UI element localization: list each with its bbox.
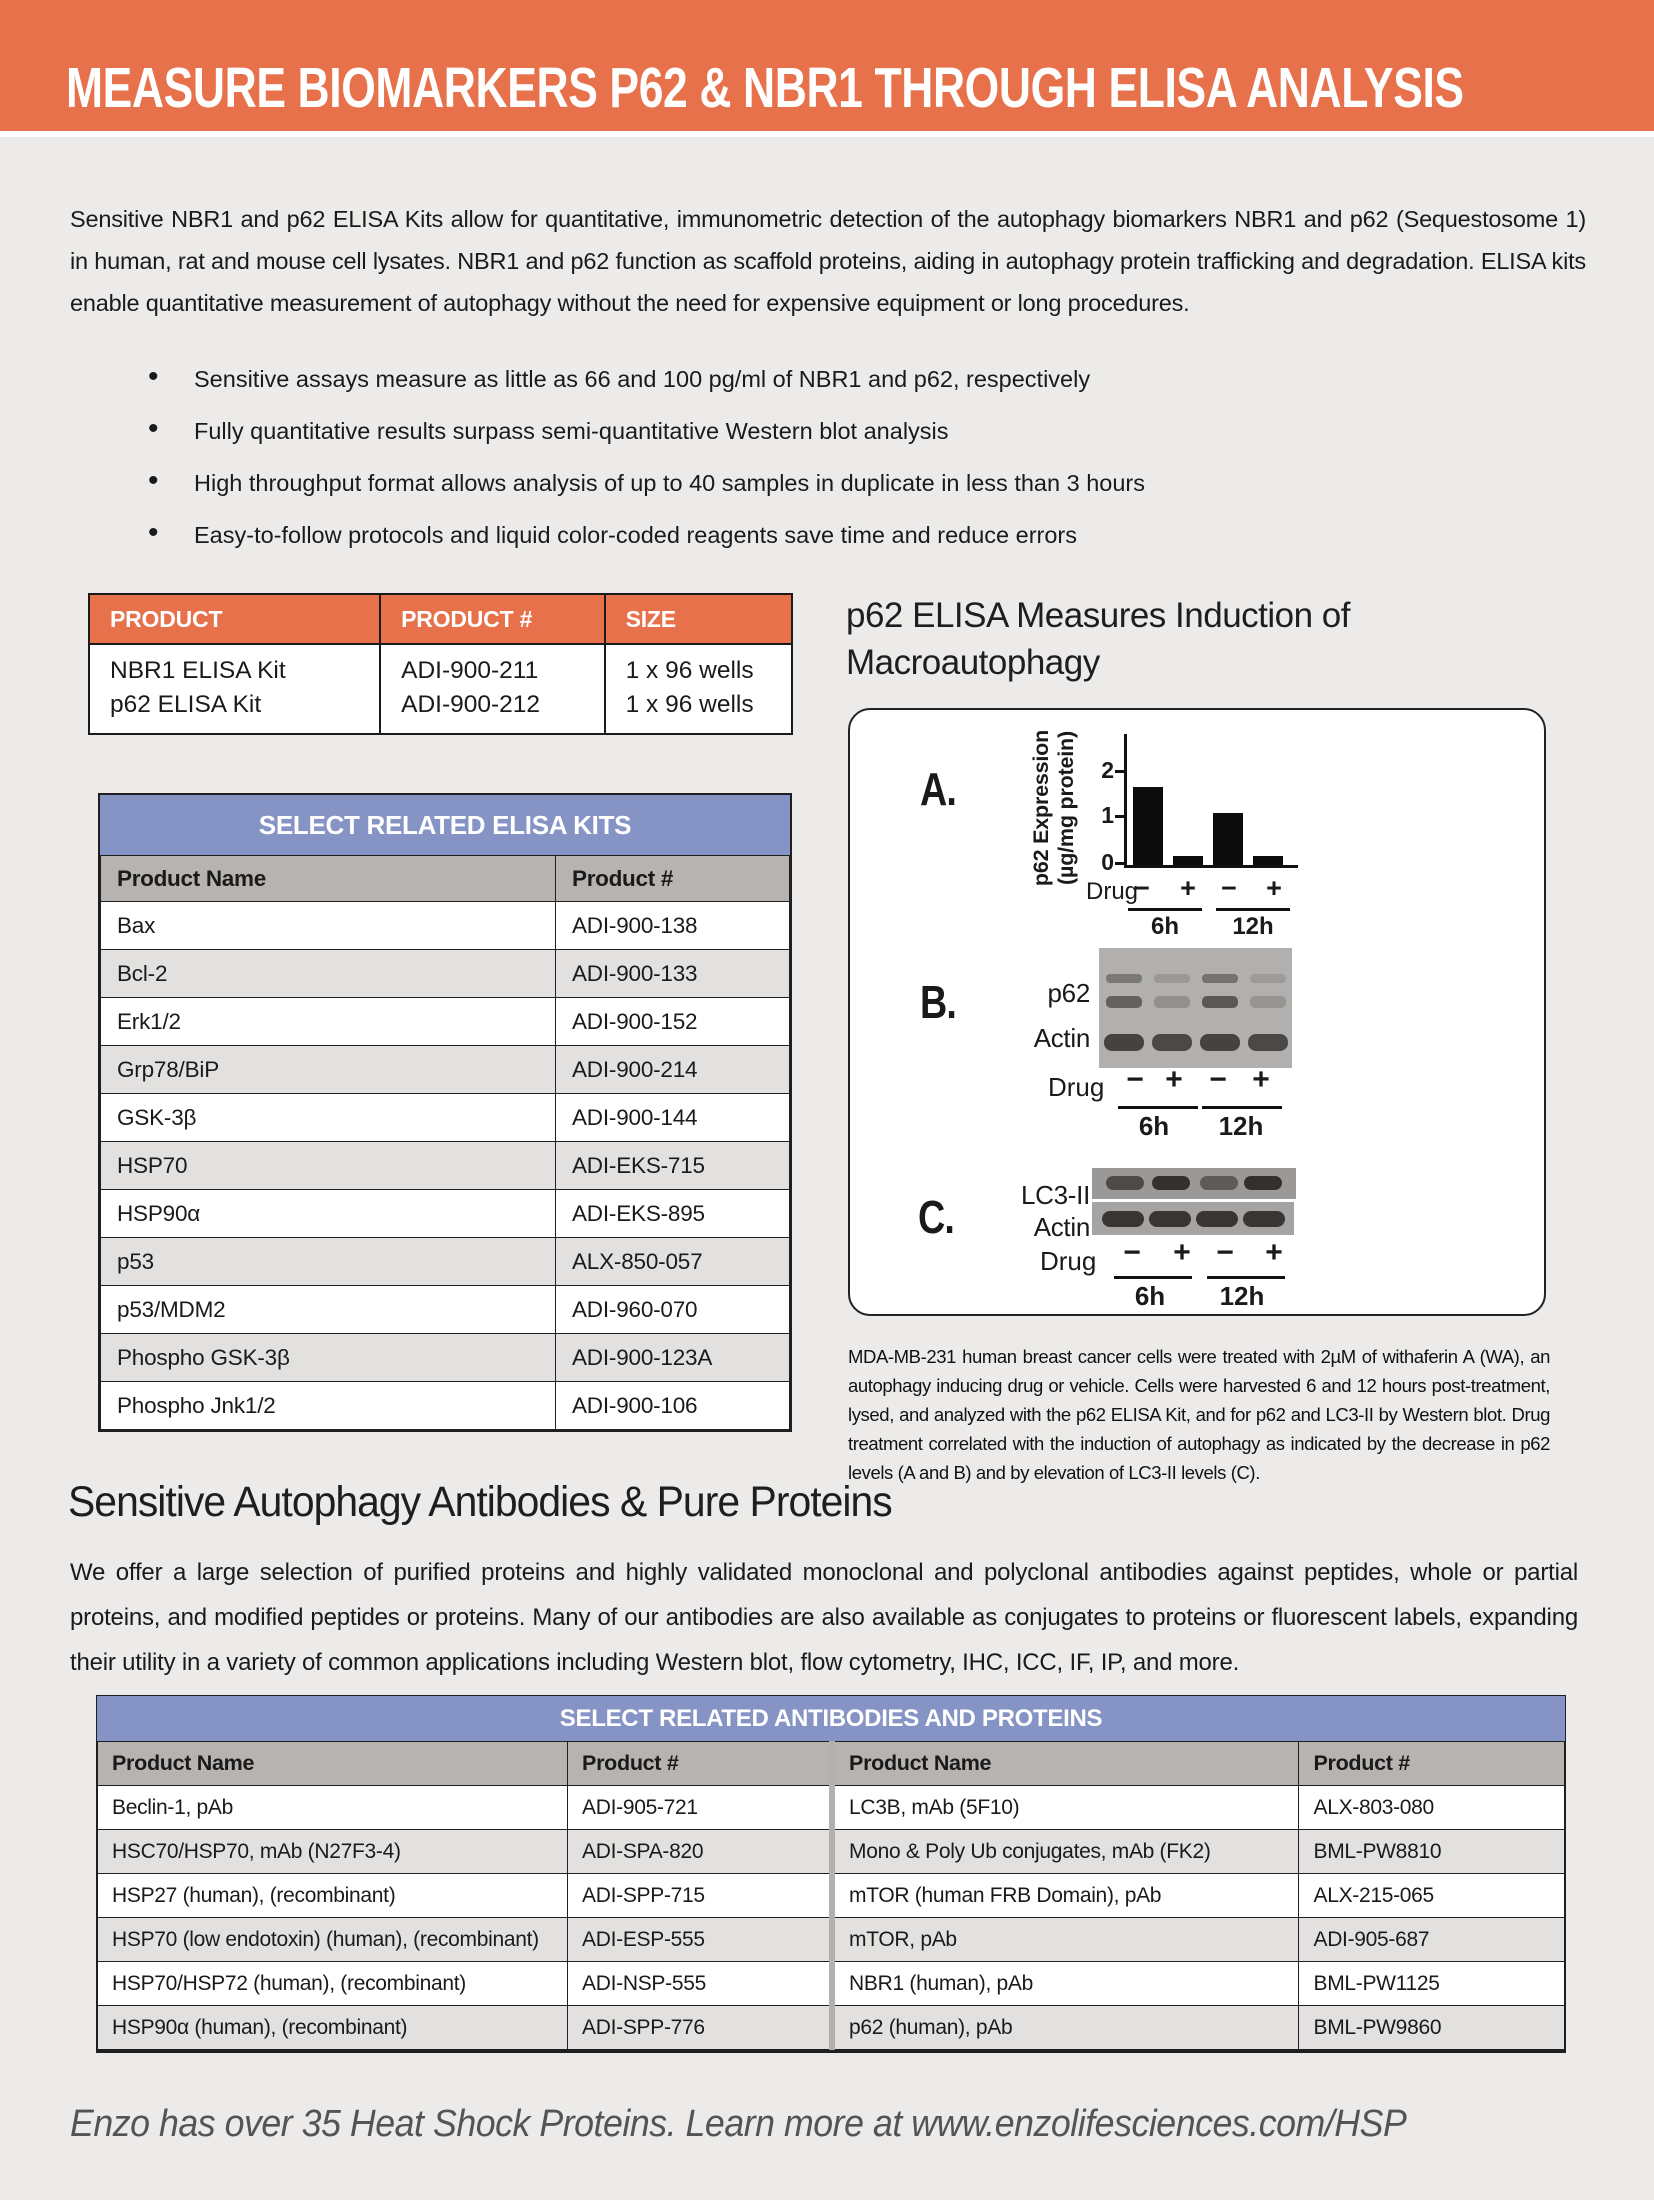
blot-band	[1200, 1034, 1240, 1051]
table-row	[101, 998, 790, 1046]
y-tick-label: 2	[1101, 757, 1114, 783]
section-heading: Sensitive Autophagy Antibodies & Pure Proteins	[68, 1478, 892, 1526]
blot-row-label-lc3: LC3-II	[1020, 1180, 1090, 1210]
product-number-cell: ADI-905-687	[1299, 1918, 1565, 1962]
blot-band	[1152, 1176, 1190, 1190]
blot-band	[1250, 996, 1286, 1008]
bar-group	[1127, 735, 1299, 865]
product-table	[88, 593, 793, 735]
product-name-cell: HSP70/HSP72 (human), (recombinant)	[98, 1962, 568, 2006]
blot-band	[1104, 1034, 1144, 1051]
col-header-product-number: Product #	[556, 856, 790, 902]
blot-c-lc3-strip	[1092, 1168, 1296, 1199]
product-number-cell: ADI-ESP-555	[568, 1918, 832, 1962]
product-number: ADI-900-212	[401, 691, 541, 718]
header-banner	[0, 0, 1654, 137]
figure-heading: p62 ELISA Measures Induction of Macroautophagy	[846, 596, 1350, 682]
drug-sign: +	[1252, 1063, 1270, 1096]
group-underline	[1202, 1106, 1282, 1109]
product-number-cell: ADI-900-138	[556, 902, 790, 950]
product-number-cell: BML-PW8810	[1299, 1830, 1565, 1874]
product-name-cell: Phospho Jnk1/2	[101, 1382, 556, 1430]
product-number-cell: ADI-NSP-555	[568, 1962, 832, 2006]
product-table-header-row	[89, 594, 792, 644]
blot-band	[1202, 996, 1238, 1008]
blot-row-label-actin: Actin	[1033, 1212, 1090, 1242]
blot-band	[1250, 974, 1286, 983]
group-label: 6h	[1138, 1111, 1170, 1141]
bullet-item: • Easy-to-follow protocols and liquid color-coded reagents save time and reduce errors	[148, 520, 1448, 550]
blot-band	[1243, 1211, 1285, 1227]
product-number-cell: ALX-850-057	[556, 1238, 790, 1286]
table-row	[98, 1918, 1565, 1962]
product-name-cell: p62 (human), pAb	[832, 2006, 1299, 2050]
product-name-cell: mTOR (human FRB Domain), pAb	[832, 1874, 1299, 1918]
product-name-cell: HSP27 (human), (recombinant)	[98, 1874, 568, 1918]
product-number-cell: ADI-900-133	[556, 950, 790, 998]
y-tick-mark	[1115, 862, 1124, 865]
product-name-cell: HSP90α	[101, 1190, 556, 1238]
table-row	[89, 644, 792, 734]
antibodies-paragraph: We offer a large selection of purified proteins and highly validated monoclonal and polyclonal antibodies against peptides, whole or partial proteins, and modified peptides or proteins. Many of our antibodies are also available as conjugates to proteins or fluorescent labels, expanding their utility in a variety of common applications including Western blot, flow cytometry, IHC, ICC, IF, IP, and more.	[70, 1559, 1578, 1676]
drug-sign: −	[1123, 1236, 1141, 1269]
product-number-cell: ADI-905-721	[568, 1786, 832, 1830]
col-header-product-name: Product Name	[832, 1742, 1299, 1786]
drug-sign: +	[1265, 1236, 1283, 1269]
blot-b-image	[1099, 948, 1292, 1068]
col-header-product: PRODUCT	[89, 594, 380, 644]
product-number-cell: ADI-EKS-715	[556, 1142, 790, 1190]
table-row	[101, 1046, 790, 1094]
product-number-cell: ADI-900-123A	[556, 1334, 790, 1382]
group-underline	[1207, 1276, 1285, 1279]
table-row	[98, 1962, 1565, 2006]
y-axis-label	[1029, 718, 1081, 898]
table-row	[101, 1238, 790, 1286]
y-tick-mark	[1115, 815, 1124, 818]
related-elisa-kits-table	[98, 793, 792, 1432]
footer-tagline: Enzo has over 35 Heat Shock Proteins. Learn more at www.enzolifesciences.com/HSP	[70, 2103, 1407, 2145]
product-name-cell: Grp78/BiP	[101, 1046, 556, 1094]
product-name-cell: p53	[101, 1238, 556, 1286]
product-name: NBR1 ELISA Kit	[110, 657, 286, 684]
product-name-cell: HSP70	[101, 1142, 556, 1190]
elisa-kits-body	[101, 902, 790, 1430]
product-name-cell: Bcl-2	[101, 950, 556, 998]
x-axis-line	[1124, 865, 1298, 868]
blot-c-actin-strip	[1092, 1202, 1294, 1235]
group-underline	[1114, 1276, 1192, 1279]
col-header-product-number: PRODUCT #	[380, 594, 604, 644]
antibodies-body	[98, 1786, 1565, 2050]
product-number-cell: ADI-900-152	[556, 998, 790, 1046]
figure-caption: MDA-MB-231 human breast cancer cells were treated with 2µM of withaferin A (WA), an autophagy inducing drug or vehicle. Cells were harvested 6 and 12 hours post-treatment, lysed, and analyzed with the p62 ELISA Kit, and for p62 and LC3-II by Western blot. Drug treatment correlated with the induction of autophagy as indicated by the decrease in p62 levels (A and B) and by elevation of LC3-II levels (C).	[848, 1346, 1550, 1483]
product-number-cell: ADI-960-070	[556, 1286, 790, 1334]
product-size-cell	[605, 644, 792, 734]
drug-row-label: Drug	[1086, 878, 1139, 905]
blot-band	[1154, 996, 1190, 1008]
table-title: SELECT RELATED ANTIBODIES AND PROTEINS	[97, 1696, 1565, 1741]
drug-sign: +	[1266, 873, 1282, 903]
table-row	[98, 1786, 1565, 1830]
bar	[1133, 787, 1163, 865]
group-label: 6h	[1150, 913, 1179, 940]
drug-sign: −	[1126, 1063, 1144, 1096]
product-number-cell	[380, 644, 604, 734]
bullet-list	[148, 364, 1448, 572]
blot-row-label-actin: Actin	[1033, 1023, 1090, 1053]
blot-band	[1106, 996, 1142, 1008]
product-number-cell: ADI-SPP-715	[568, 1874, 832, 1918]
product-number-cell: ALX-803-080	[1299, 1786, 1565, 1830]
y-axis-label-line: p62 Expression	[1029, 729, 1053, 887]
drug-sign: −	[1209, 1063, 1227, 1096]
page-title: MEASURE BIOMARKERS P62 & NBR1 THROUGH ELISA ANALYSIS	[66, 56, 1464, 120]
product-name-cell: HSP90α (human), (recombinant)	[98, 2006, 568, 2050]
group-underline	[1216, 908, 1290, 911]
product-number-cell: ADI-SPA-820	[568, 1830, 832, 1874]
product-name-cell	[89, 644, 380, 734]
panel-c-label: C.	[918, 1191, 955, 1243]
table-row	[101, 950, 790, 998]
product-number-cell: ADI-EKS-895	[556, 1190, 790, 1238]
drug-sign: −	[1134, 873, 1150, 903]
product-name-cell: NBR1 (human), pAb	[832, 1962, 1299, 2006]
bar	[1173, 856, 1203, 865]
y-tick-label: 1	[1101, 802, 1114, 828]
table-row	[101, 1190, 790, 1238]
y-tick-label: 0	[1101, 849, 1114, 875]
product-name-cell: p53/MDM2	[101, 1286, 556, 1334]
group-label: 12h	[1232, 913, 1274, 940]
col-header-product-name: Product Name	[98, 1742, 568, 1786]
table-row	[98, 2006, 1565, 2050]
table-row	[101, 1382, 790, 1430]
drug-sign: −	[1216, 1236, 1234, 1269]
product-number-cell: BML-PW1125	[1299, 1962, 1565, 2006]
table-row	[101, 1334, 790, 1382]
product-name-cell: Mono & Poly Ub conjugates, mAb (FK2)	[832, 1830, 1299, 1874]
intro-paragraph: Sensitive NBR1 and p62 ELISA Kits allow for quantitative, immunometric detection of the autophagy biomarkers NBR1 and p62 (Sequestosome 1) in human, rat and mouse cell lysates. NBR1 and p62 function as scaffold proteins, aiding in autophagy protein trafficking and degradation. ELISA kits enable quantitative measurement of autophagy without the need for expensive equipment or long procedures.	[70, 206, 1586, 316]
bar	[1213, 813, 1243, 865]
blot-band	[1106, 974, 1142, 983]
col-header-product-name: Product Name	[101, 856, 556, 902]
bullet-item: • Sensitive assays measure as little as 66 and 100 pg/ml of NBR1 and p62, respectively	[148, 364, 1448, 394]
group-underline	[1128, 908, 1202, 911]
product-number-cell: BML-PW9860	[1299, 2006, 1565, 2050]
kits-header-row	[101, 856, 790, 902]
blot-band	[1149, 1211, 1191, 1227]
group-underline	[1118, 1106, 1198, 1109]
table-title: SELECT RELATED ELISA KITS	[100, 795, 790, 855]
product-name-cell: mTOR, pAb	[832, 1918, 1299, 1962]
product-name-cell: HSP70 (low endotoxin) (human), (recombinant)	[98, 1918, 568, 1962]
product-number-cell: ADI-900-214	[556, 1046, 790, 1094]
drug-row-label: Drug	[1040, 1246, 1097, 1276]
blot-row-label-p62: p62	[1047, 978, 1090, 1008]
product-size: 1 x 96 wells	[625, 691, 754, 718]
related-antibodies-table	[96, 1695, 1566, 2053]
col-header-product-number: Product #	[568, 1742, 832, 1786]
drug-sign: +	[1173, 1236, 1191, 1269]
group-label: 12h	[1219, 1281, 1265, 1311]
col-header-size: SIZE	[605, 594, 792, 644]
product-number-cell: ADI-SPP-776	[568, 2006, 832, 2050]
product-number-cell: ADI-900-106	[556, 1382, 790, 1430]
blot-band	[1154, 974, 1190, 983]
table-row	[101, 1142, 790, 1190]
product-size: 1 x 96 wells	[625, 657, 754, 684]
y-axis-label-line: (µg/mg protein)	[1054, 731, 1078, 885]
table-row	[98, 1874, 1565, 1918]
product-number-cell: ADI-900-144	[556, 1094, 790, 1142]
product-name: p62 ELISA Kit	[110, 691, 262, 718]
blot-band	[1106, 1176, 1144, 1190]
product-number: ADI-900-211	[401, 657, 539, 684]
product-name-cell: Erk1/2	[101, 998, 556, 1046]
blot-band	[1196, 1211, 1238, 1227]
blot-band	[1102, 1211, 1144, 1227]
table-row	[101, 1094, 790, 1142]
antibodies-header-row	[98, 1742, 1565, 1786]
blot-band	[1244, 1176, 1282, 1190]
group-label: 12h	[1218, 1111, 1264, 1141]
product-name-cell: Beclin-1, pAb	[98, 1786, 568, 1830]
figure-box	[848, 708, 1546, 1316]
product-name-cell: HSC70/HSP70, mAb (N27F3-4)	[98, 1830, 568, 1874]
drug-sign: −	[1221, 873, 1237, 903]
group-label: 6h	[1134, 1281, 1166, 1311]
panel-b-label: B.	[920, 976, 957, 1028]
blot-band	[1152, 1034, 1192, 1051]
product-name-cell: Bax	[101, 902, 556, 950]
product-name-cell: Phospho GSK-3β	[101, 1334, 556, 1382]
drug-sign: +	[1165, 1063, 1183, 1096]
y-tick-mark	[1115, 770, 1124, 773]
product-name-cell: GSK-3β	[101, 1094, 556, 1142]
bar	[1253, 856, 1283, 865]
drug-sign: +	[1180, 873, 1196, 903]
table-row	[101, 902, 790, 950]
table-row	[98, 1830, 1565, 1874]
bullet-item: • Fully quantitative results surpass semi-quantitative Western blot analysis	[148, 416, 1448, 446]
bullet-item: • High throughput format allows analysis of up to 40 samples in duplicate in less than 3 hours	[148, 468, 1448, 498]
product-name-cell: LC3B, mAb (5F10)	[832, 1786, 1299, 1830]
blot-band	[1248, 1034, 1288, 1051]
col-header-product-number: Product #	[1299, 1742, 1565, 1786]
panel-a-label: A.	[920, 763, 957, 815]
blot-band	[1202, 974, 1238, 983]
blot-band	[1200, 1176, 1238, 1190]
table-row	[101, 1286, 790, 1334]
drug-row-label: Drug	[1048, 1072, 1105, 1102]
product-number-cell: ALX-215-065	[1299, 1874, 1565, 1918]
